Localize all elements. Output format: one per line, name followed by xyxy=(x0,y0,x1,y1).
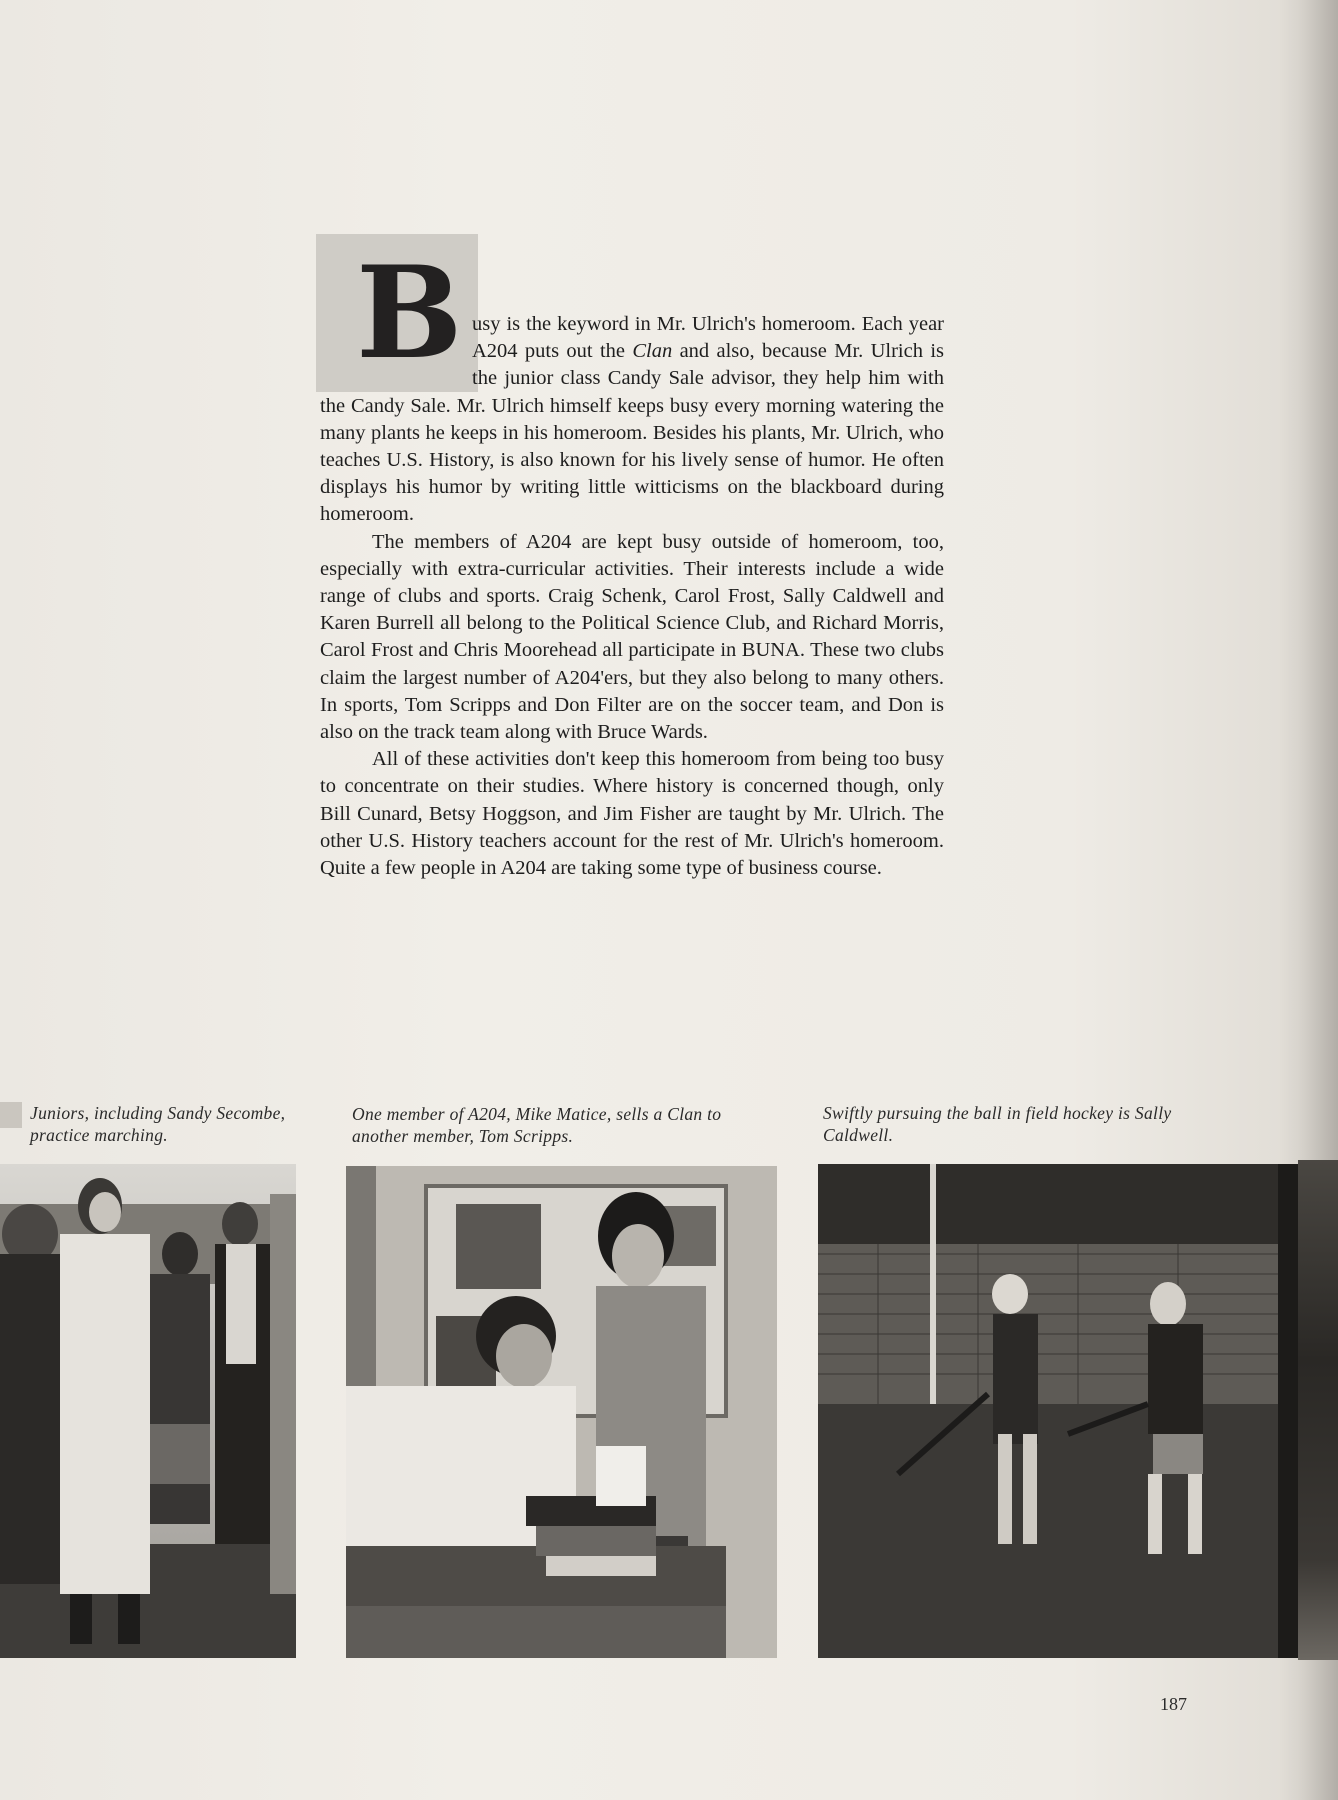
paragraph-1-rest: and also, because Mr. Ulrich is the junior class Candy Sale advisor, they help him with the Candy Sale. Mr. Ulrich himself keeps busy every morning watering the many plants he keeps in his homeroom. Besides his plants, Mr. Ulrich, who teaches U.S. History, is also known for his lively sense of humor. He often displays his humor by writing little witticisms on the blackboard during homeroom. xyxy=(320,340,944,526)
caption-field-hockey: Swiftly pursuing the ball in field hockey is Sally Caldwell. xyxy=(823,1103,1172,1145)
page-number: 187 xyxy=(1160,1694,1187,1714)
paragraph-1-lead: usy is the keyword in Mr. Ulrich's homeroom. Each year A204 puts out the xyxy=(472,313,944,363)
photo-marching xyxy=(0,1164,296,1658)
caption-clan-sale: One member of A204, Mike Matice, sells a Clan to another member, Tom Scripps. xyxy=(352,1104,722,1146)
drop-cap-letter: B xyxy=(356,239,463,387)
facing-page-edge xyxy=(1298,1160,1338,1660)
caption-marching: Juniors, including Sandy Secombe, practice marching. xyxy=(30,1103,286,1145)
photo-field-hockey-image xyxy=(818,1164,1298,1658)
paragraph-2: The members of A204 are kept busy outside of homeroom, too, especially with extra-curricular activities. Their interests include a wide range of clubs and sports. Craig Schenk, Carol Frost, Sally Caldwell and Karen Burrell all belong to the Political Science Club, and Richard Morris, Carol Frost and Chris Moorehead all participate in BUNA. These two clubs claim the largest number of A204'ers, but they also belong to many others. In sports, Tom Scripps and Don Filter are on the soccer team, and Don is also on the track team along with Bruce Wards. xyxy=(320,530,944,744)
caption-marker xyxy=(0,1102,22,1128)
photo-clan-sale xyxy=(346,1166,777,1658)
article-body xyxy=(320,311,944,882)
photo-clan-sale-image xyxy=(346,1166,777,1658)
drop-cap-spacer xyxy=(320,311,472,391)
clan-title: Clan xyxy=(632,340,673,363)
photo-marching-image xyxy=(0,1164,296,1658)
paragraph-3: All of these activities don't keep this homeroom from being too busy to concentrate on their studies. Where history is concerned though, only Bill Cunard, Betsy Hoggson, and Jim Fisher are taught by Mr. Ulrich. The other U.S. History teachers account for the rest of Mr. Ulrich's homeroom. Quite a few people in A204 are taking some type of business course. xyxy=(320,748,944,880)
photo-field-hockey xyxy=(818,1164,1298,1658)
